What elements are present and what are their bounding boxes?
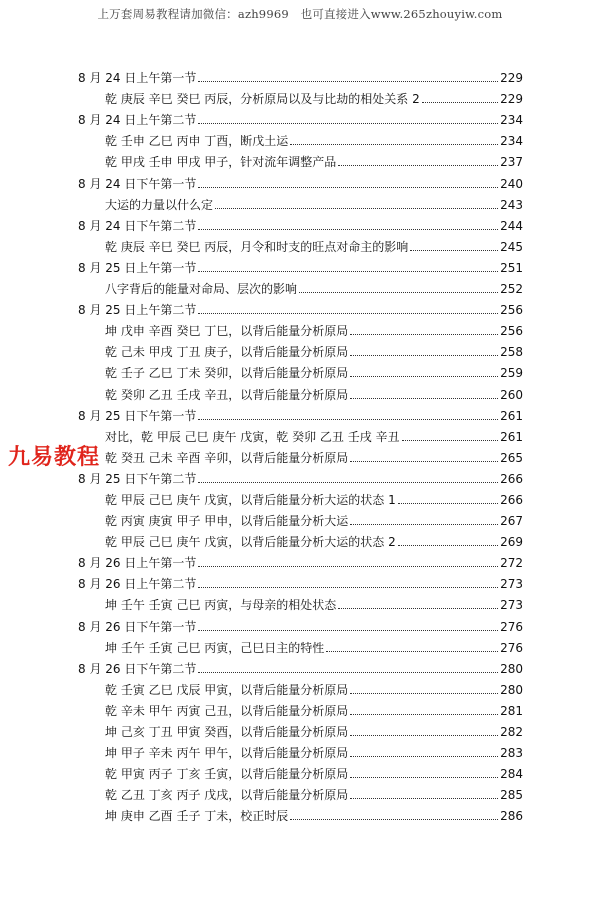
toc-leader-dots — [290, 144, 498, 145]
toc-leader-dots — [350, 777, 498, 778]
toc-title: 乾 癸卯 乙丑 壬戌 辛丑，以背后能量分析原局 — [105, 387, 349, 402]
toc-entry[interactable] — [78, 148, 523, 169]
toc-section[interactable] — [78, 64, 523, 85]
toc-entry[interactable] — [78, 380, 523, 401]
toc-section[interactable] — [78, 549, 523, 570]
toc-page-number: 261 — [500, 429, 523, 444]
toc-page-number: 258 — [500, 345, 523, 360]
toc-title: 8 月 24 日上午第二节 — [78, 113, 197, 128]
toc-page-number: 266 — [500, 471, 523, 486]
toc-leader-dots — [198, 482, 498, 483]
toc-leader-dots — [338, 165, 498, 166]
page-header: 上万套周易教程请加微信：azh9969 也可直接进入www.265zhouyiw.com — [97, 7, 503, 21]
toc-page-number: 245 — [500, 239, 523, 254]
watermark-logo: 九易教程 — [8, 440, 100, 471]
toc-page-number: 229 — [500, 92, 523, 107]
toc-title: 乾 甲寅 丙子 丁亥 壬寅，以背后能量分析原局 — [105, 767, 349, 782]
toc-page-number: 281 — [500, 703, 523, 718]
toc-section[interactable] — [78, 465, 523, 486]
toc-section[interactable] — [78, 612, 523, 633]
toc-leader-dots — [215, 208, 498, 209]
toc-entry[interactable] — [78, 802, 523, 823]
toc-page-number: 280 — [500, 682, 523, 697]
toc-title: 乾 庚辰 辛巳 癸巳 丙辰，月令和时支的旺点对命主的影响 — [105, 239, 409, 254]
toc-title: 乾 庚辰 辛巳 癸巳 丙辰，分析原局以及与比劫的相处关系 2 — [105, 92, 420, 107]
toc-entry[interactable] — [78, 191, 523, 212]
toc-page-number: 256 — [500, 324, 523, 339]
toc-page-number: 261 — [500, 408, 523, 423]
toc-page-number: 286 — [500, 809, 523, 824]
toc-entry[interactable] — [78, 697, 523, 718]
toc-section[interactable] — [78, 570, 523, 591]
toc-entry[interactable] — [78, 760, 523, 781]
toc-page-number: 243 — [500, 197, 523, 212]
toc-page-number: 276 — [500, 640, 523, 655]
toc-page-number: 283 — [500, 746, 523, 761]
toc-section[interactable] — [78, 169, 523, 190]
toc-page-number: 244 — [500, 218, 523, 233]
toc-entry[interactable] — [78, 317, 523, 338]
toc-title: 坤 壬午 壬寅 己巳 丙寅，与母亲的相处状态 — [105, 598, 337, 613]
toc-leader-dots — [350, 376, 498, 377]
toc-title: 乾 丙寅 庚寅 甲子 甲申，以背后能量分析大运 — [105, 514, 349, 529]
toc-title: 8 月 26 日下午第二节 — [78, 661, 197, 676]
toc-leader-dots — [299, 292, 498, 293]
toc-page-number: 240 — [500, 176, 523, 191]
toc-entry[interactable] — [78, 528, 523, 549]
toc-leader-dots — [198, 123, 498, 124]
toc-entry[interactable] — [78, 591, 523, 612]
toc-title: 乾 甲辰 己巳 庚午 戊寅，以背后能量分析大运的状态 1 — [105, 492, 396, 507]
toc-page-number: 265 — [500, 450, 523, 465]
toc-title: 8 月 24 日下午第二节 — [78, 218, 197, 233]
toc-leader-dots — [198, 587, 498, 588]
toc-leader-dots — [198, 313, 498, 314]
toc-page-number: 285 — [500, 788, 523, 803]
toc-entry[interactable] — [78, 127, 523, 148]
toc-title: 8 月 25 日下午第二节 — [78, 471, 197, 486]
toc-title: 8 月 24 日下午第一节 — [78, 176, 197, 191]
toc-entry[interactable] — [78, 676, 523, 697]
toc-page-number: 282 — [500, 725, 523, 739]
toc-leader-dots — [398, 545, 498, 546]
toc-leader-dots — [350, 334, 498, 335]
toc-title: 乾 辛未 甲午 丙寅 己丑，以背后能量分析原局 — [105, 703, 349, 718]
toc-leader-dots — [350, 735, 498, 736]
toc-entry[interactable] — [78, 634, 523, 655]
toc-page-number: 272 — [500, 556, 523, 571]
toc-page-number: 273 — [500, 598, 523, 613]
table-of-contents — [78, 64, 523, 823]
toc-title: 乾 乙丑 丁亥 丙子 戊戌，以背后能量分析原局 — [105, 788, 349, 803]
toc-page-number: 260 — [500, 387, 523, 402]
toc-leader-dots — [350, 798, 498, 799]
toc-leader-dots — [198, 271, 498, 272]
toc-title: 8 月 25 日下午第一节 — [78, 408, 197, 423]
toc-entry[interactable] — [78, 444, 523, 465]
toc-page-number: 234 — [500, 113, 523, 128]
toc-page-number: 273 — [500, 577, 523, 592]
toc-leader-dots — [350, 355, 498, 356]
toc-leader-dots — [290, 819, 498, 820]
toc-entry[interactable] — [78, 275, 523, 296]
toc-title: 坤 己亥 丁丑 甲寅 癸酉，以背后能量分析原局 — [105, 725, 349, 739]
toc-page-number: 251 — [500, 260, 523, 275]
toc-title: 8 月 26 日上午第一节 — [78, 556, 197, 571]
toc-leader-dots — [350, 714, 498, 715]
toc-leader-dots — [350, 756, 498, 757]
toc-leader-dots — [422, 102, 498, 103]
toc-leader-dots — [198, 187, 498, 188]
toc-page-number: 269 — [500, 535, 523, 550]
toc-title: 乾 甲辰 己巳 庚午 戊寅，以背后能量分析大运的状态 2 — [105, 535, 396, 550]
toc-entry[interactable] — [78, 739, 523, 760]
toc-title: 大运的力量以什么定 — [105, 197, 214, 212]
toc-title: 乾 壬寅 乙巳 戊辰 甲寅，以背后能量分析原局 — [105, 682, 349, 697]
toc-page-number: 276 — [500, 619, 523, 634]
toc-page-number: 234 — [500, 134, 523, 149]
toc-title: 8 月 24 日上午第一节 — [78, 71, 197, 86]
toc-leader-dots — [350, 461, 498, 462]
toc-leader-dots — [198, 630, 498, 631]
toc-section[interactable] — [78, 655, 523, 676]
toc-leader-dots — [198, 81, 498, 82]
toc-leader-dots — [326, 651, 498, 652]
toc-leader-dots — [350, 693, 498, 694]
toc-title: 坤 甲子 辛未 丙午 甲午，以背后能量分析原局 — [105, 746, 349, 761]
toc-leader-dots — [198, 566, 498, 567]
toc-title: 乾 癸丑 己未 辛酉 辛卯，以背后能量分析原局 — [105, 450, 349, 465]
toc-title: 坤 庚申 乙酉 壬子 丁未，校正时辰 — [105, 809, 289, 824]
toc-section[interactable] — [78, 212, 523, 233]
toc-leader-dots — [198, 419, 498, 420]
toc-entry[interactable] — [78, 507, 523, 528]
toc-leader-dots — [398, 503, 498, 504]
toc-title: 乾 壬申 乙巳 丙申 丁酉，断戊土运 — [105, 134, 289, 149]
toc-page-number: 256 — [500, 303, 523, 318]
toc-section[interactable] — [78, 254, 523, 275]
toc-page-number: 229 — [500, 71, 523, 86]
toc-entry[interactable] — [78, 718, 523, 739]
toc-title: 坤 壬午 壬寅 己巳 丙寅，己巳日主的特性 — [105, 640, 325, 655]
toc-page-number: 237 — [500, 155, 523, 170]
toc-leader-dots — [198, 672, 498, 673]
toc-title: 8 月 26 日上午第二节 — [78, 577, 197, 592]
toc-entry[interactable] — [78, 359, 523, 380]
toc-page-number: 280 — [500, 661, 523, 676]
toc-entry[interactable] — [78, 338, 523, 359]
toc-entry[interactable] — [78, 486, 523, 507]
toc-leader-dots — [350, 398, 498, 399]
toc-title: 乾 甲戌 壬申 甲戌 甲子，针对流年调整产品 — [105, 155, 337, 170]
toc-title: 8 月 25 日上午第一节 — [78, 260, 197, 275]
toc-leader-dots — [198, 229, 498, 230]
toc-entry[interactable] — [78, 233, 523, 254]
toc-page-number: 259 — [500, 366, 523, 381]
toc-title: 乾 壬子 乙巳 丁未 癸卯，以背后能量分析原局 — [105, 366, 349, 381]
toc-leader-dots — [410, 250, 498, 251]
toc-leader-dots — [338, 608, 498, 609]
toc-leader-dots — [402, 440, 499, 441]
toc-title: 8 月 26 日下午第一节 — [78, 619, 197, 634]
toc-title: 对比，乾 甲辰 己巳 庚午 戊寅，乾 癸卯 乙丑 壬戌 辛丑 — [105, 429, 400, 444]
toc-entry[interactable] — [78, 781, 523, 802]
toc-title: 8 月 25 日上午第二节 — [78, 303, 197, 318]
toc-section[interactable] — [78, 106, 523, 127]
toc-title: 坤 戊申 辛酉 癸巳 丁巳，以背后能量分析原局 — [105, 324, 349, 339]
toc-section[interactable] — [78, 296, 523, 317]
toc-section[interactable] — [78, 402, 523, 423]
toc-leader-dots — [350, 524, 498, 525]
toc-title: 八字背后的能量对命局、层次的影响 — [105, 282, 298, 297]
toc-title: 乾 己未 甲戌 丁丑 庚子，以背后能量分析原局 — [105, 345, 349, 360]
toc-page-number: 266 — [500, 492, 523, 507]
toc-page-number: 252 — [500, 282, 523, 297]
toc-entry[interactable] — [78, 423, 523, 444]
toc-page-number: 267 — [500, 514, 523, 529]
toc-page-number: 284 — [500, 767, 523, 782]
toc-entry[interactable] — [78, 85, 523, 106]
